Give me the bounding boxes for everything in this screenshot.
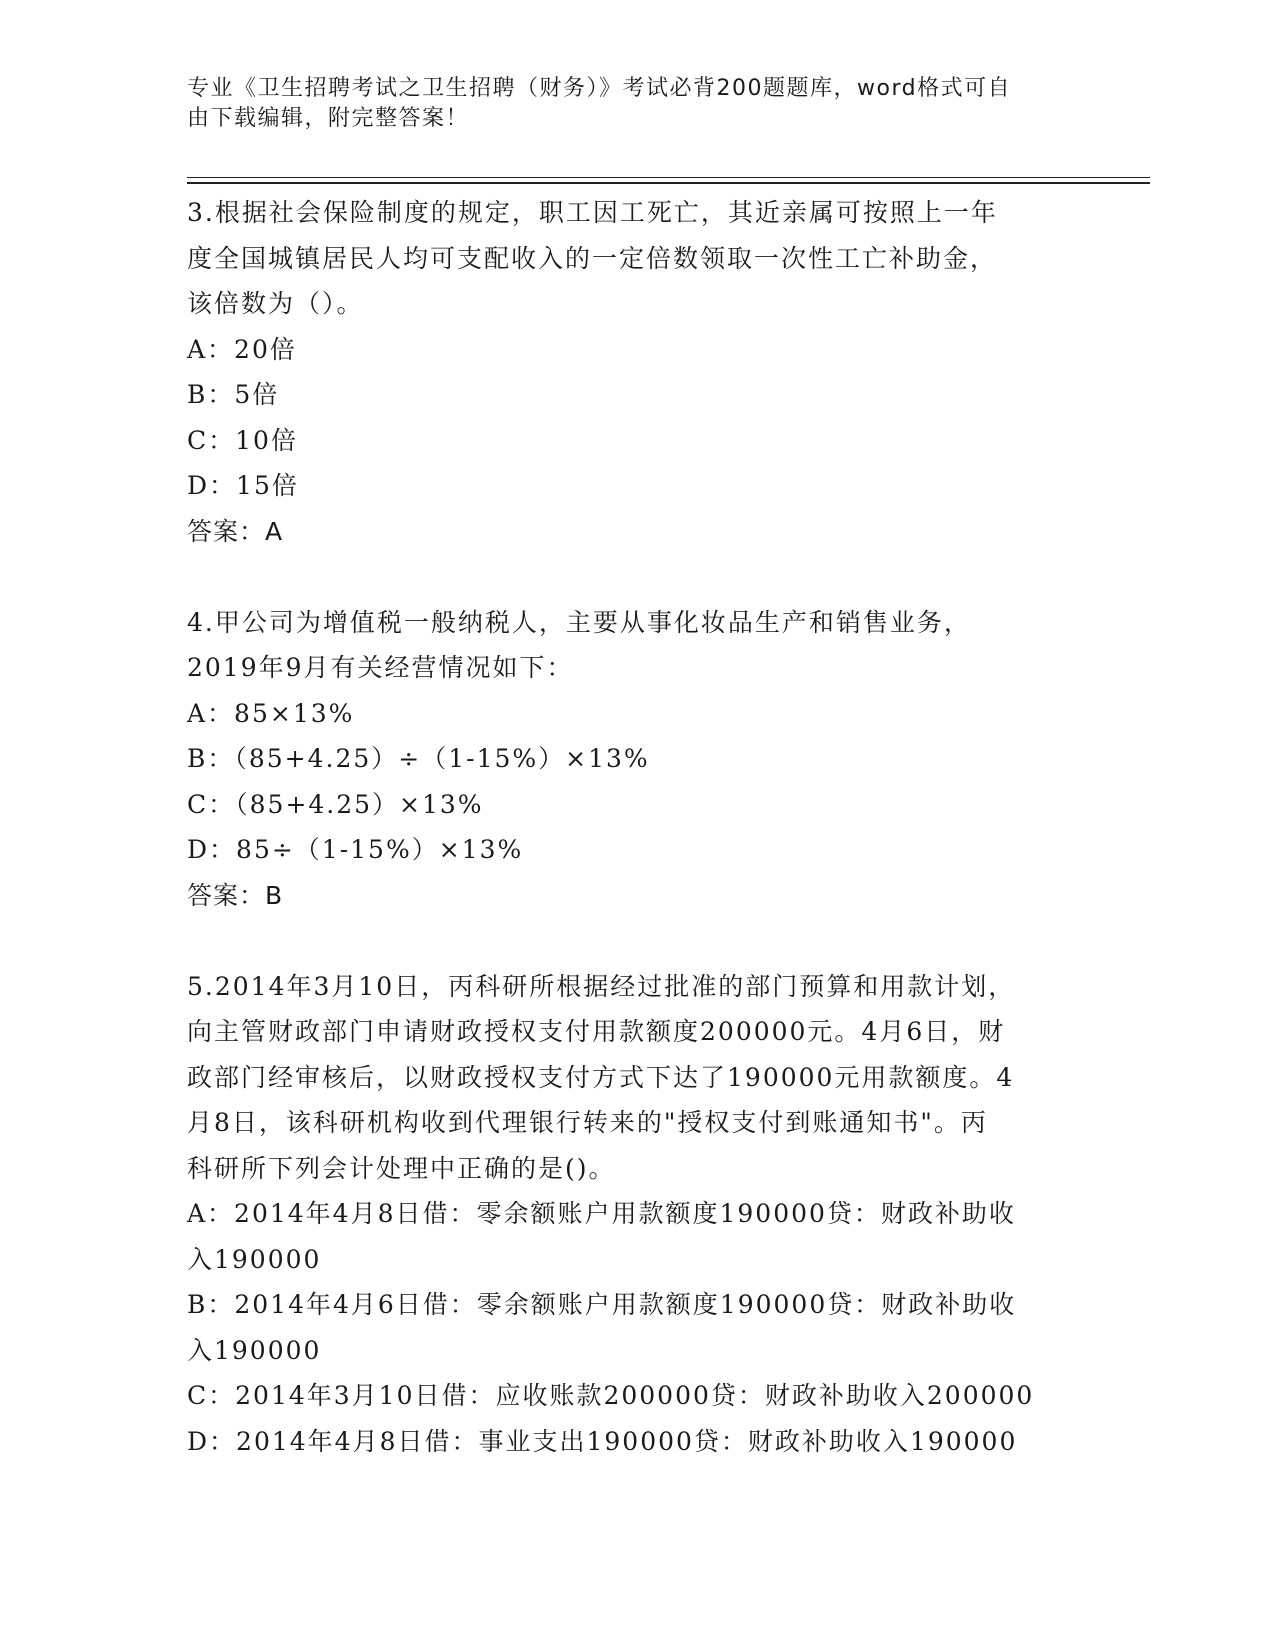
option-d: D：15倍 bbox=[187, 471, 299, 500]
question-text-line: 月8日，该科研机构收到代理银行转来的"授权支付到账通知书"。丙 bbox=[187, 1108, 988, 1137]
header-line-1: 专业《卫生招聘考试之卫生招聘（财务）》考试必背200题题库，word格式可自 bbox=[187, 76, 1012, 101]
question-text-line: 5.2014年3月10日，丙科研所根据经过批准的部门预算和用款计划， bbox=[187, 971, 1016, 1001]
question-list bbox=[187, 190, 1087, 1464]
option-c: C：10倍 bbox=[187, 425, 298, 455]
question-5 bbox=[187, 964, 1087, 1465]
option-c: C：2014年3月10日借：应收账款200000贷：财政补助收入200000 bbox=[187, 1381, 1035, 1410]
header-rule-thick bbox=[187, 182, 1150, 184]
question-text-line: 向主管财政部门申请财政授权支付用款额度200000元。4月6日，财 bbox=[187, 1017, 1006, 1046]
question-text-line: 该倍数为（）。 bbox=[187, 289, 364, 318]
question-3 bbox=[187, 190, 1087, 554]
option-a-continued: 入190000 bbox=[187, 1244, 322, 1274]
option-d: D：85÷（1-15%）×13% bbox=[187, 835, 524, 864]
option-a: A：2014年4月8日借：零余额账户用款额度190000贷：财政补助收 bbox=[187, 1199, 1016, 1228]
question-4 bbox=[187, 600, 1087, 919]
option-a: A：20倍 bbox=[187, 334, 297, 364]
question-text-line: 度全国城镇居民人均可支配收入的一定倍数领取一次性工亡补助金， bbox=[187, 243, 998, 273]
option-b-continued: 入190000 bbox=[187, 1335, 322, 1365]
question-text-line: 4.甲公司为增值税一般纳税人，主要从事化妆品生产和销售业务， bbox=[187, 607, 971, 637]
option-b: B：（85+4.25）÷（1-15%）×13% bbox=[187, 744, 650, 773]
question-text-line: 2019年9月有关经营情况如下： bbox=[187, 653, 574, 682]
question-spacer bbox=[187, 554, 1087, 600]
question-spacer bbox=[187, 918, 1087, 964]
option-c: C：（85+4.25）×13% bbox=[187, 789, 484, 819]
answer-label: 答案：A bbox=[187, 516, 284, 546]
option-b: B：5倍 bbox=[187, 380, 280, 409]
header-rule-thin bbox=[187, 177, 1150, 178]
answer-label: 答案：B bbox=[187, 880, 284, 910]
header-line-2: 由下载编辑，附完整答案！ bbox=[187, 106, 470, 131]
question-text-line: 科研所下列会计处理中正确的是()。 bbox=[187, 1153, 616, 1183]
option-b: B：2014年4月6日借：零余额账户用款额度190000贷：财政补助收 bbox=[187, 1290, 1017, 1319]
option-d: D：2014年4月8日借：事业支出190000贷：财政补助收入190000 bbox=[187, 1426, 1018, 1456]
question-text-line: 政部门经审核后，以财政授权支付方式下达了190000元用款额度。4 bbox=[187, 1062, 1015, 1092]
document-header bbox=[187, 74, 1077, 134]
question-text-line: 3.根据社会保险制度的规定，职工因工死亡，其近亲属可按照上一年 bbox=[187, 198, 998, 227]
option-a: A：85×13% bbox=[187, 698, 355, 728]
